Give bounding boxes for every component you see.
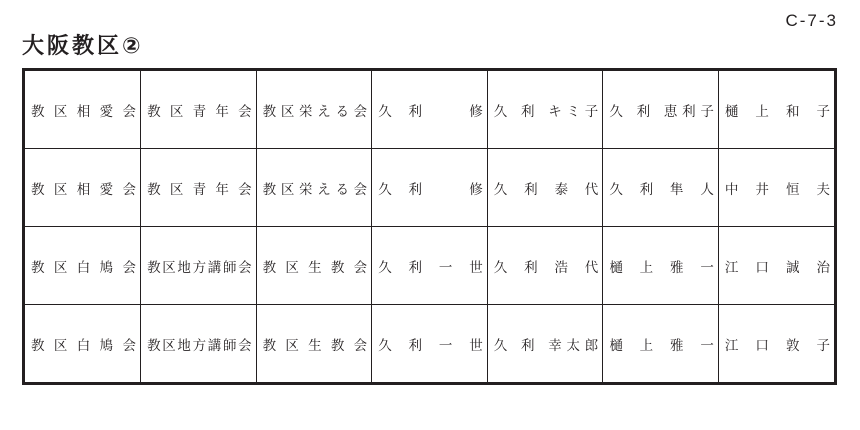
cell-text: 教区地方講師会 <box>147 337 252 354</box>
table-cell <box>487 149 603 227</box>
cell-text: 久 利 一 世 <box>378 259 483 276</box>
table-cell <box>718 149 834 227</box>
table-cell <box>487 305 603 383</box>
cell-text: 江 口 誠 治 <box>724 259 830 276</box>
table-cell <box>256 305 372 383</box>
table-row <box>25 71 834 149</box>
table-cell <box>256 71 372 149</box>
table-cell <box>25 227 141 305</box>
table-row <box>25 149 834 227</box>
cell-text: 樋 上 雅 一 <box>609 259 714 276</box>
roster-table-frame <box>22 68 837 385</box>
page-code: C-7-3 <box>785 11 838 30</box>
table-cell <box>141 305 257 383</box>
cell-text: 久 利 修 <box>378 181 483 198</box>
cell-text: 教 区 相 愛 会 <box>31 103 137 120</box>
table-cell <box>487 227 603 305</box>
cell-text: 久 利 一 世 <box>378 337 483 354</box>
table-cell <box>256 149 372 227</box>
table-cell <box>372 71 488 149</box>
table-cell <box>603 227 719 305</box>
table-cell <box>603 149 719 227</box>
cell-text: 教 区 青 年 会 <box>147 103 252 120</box>
cell-text: 久 利 修 <box>378 103 483 120</box>
table-cell <box>25 71 141 149</box>
cell-text: 教区栄える会 <box>262 103 368 120</box>
table-cell <box>141 227 257 305</box>
table-cell <box>603 305 719 383</box>
cell-text: 久 利 恵利子 <box>609 103 714 120</box>
cell-text: 教 区 相 愛 会 <box>31 181 137 198</box>
roster-table <box>25 71 834 382</box>
cell-text: 教 区 白 鳩 会 <box>31 259 137 276</box>
table-cell <box>603 71 719 149</box>
cell-text: 久 利 泰 代 <box>493 181 599 198</box>
cell-text: 樋 上 和 子 <box>724 103 830 120</box>
table-cell <box>141 149 257 227</box>
cell-text: 教 区 生 教 会 <box>262 337 368 354</box>
table-cell <box>256 227 372 305</box>
table-cell <box>141 71 257 149</box>
cell-text: 久 利 幸太郎 <box>493 337 599 354</box>
table-cell <box>372 305 488 383</box>
cell-text: 久 利 浩 代 <box>493 259 599 276</box>
table-cell <box>25 305 141 383</box>
cell-text: 教 区 生 教 会 <box>262 259 368 276</box>
page-title: 大阪教区② <box>22 34 144 59</box>
cell-text: 久 利 隼 人 <box>609 181 714 198</box>
table-row <box>25 305 834 383</box>
table-cell <box>487 71 603 149</box>
cell-text: 江 口 敦 子 <box>724 337 830 354</box>
cell-text: 教区栄える会 <box>262 181 368 198</box>
table-cell <box>718 305 834 383</box>
cell-text: 樋 上 雅 一 <box>609 337 714 354</box>
roster-table-body <box>25 71 834 382</box>
table-cell <box>718 71 834 149</box>
cell-text: 教 区 白 鳩 会 <box>31 337 137 354</box>
cell-text: 教区地方講師会 <box>147 259 252 276</box>
cell-text: 教 区 青 年 会 <box>147 181 252 198</box>
table-cell <box>372 227 488 305</box>
cell-text: 中 井 恒 夫 <box>724 181 830 198</box>
table-cell <box>25 149 141 227</box>
table-row <box>25 227 834 305</box>
table-cell <box>372 149 488 227</box>
table-cell <box>718 227 834 305</box>
cell-text: 久 利 キミ子 <box>493 103 599 120</box>
